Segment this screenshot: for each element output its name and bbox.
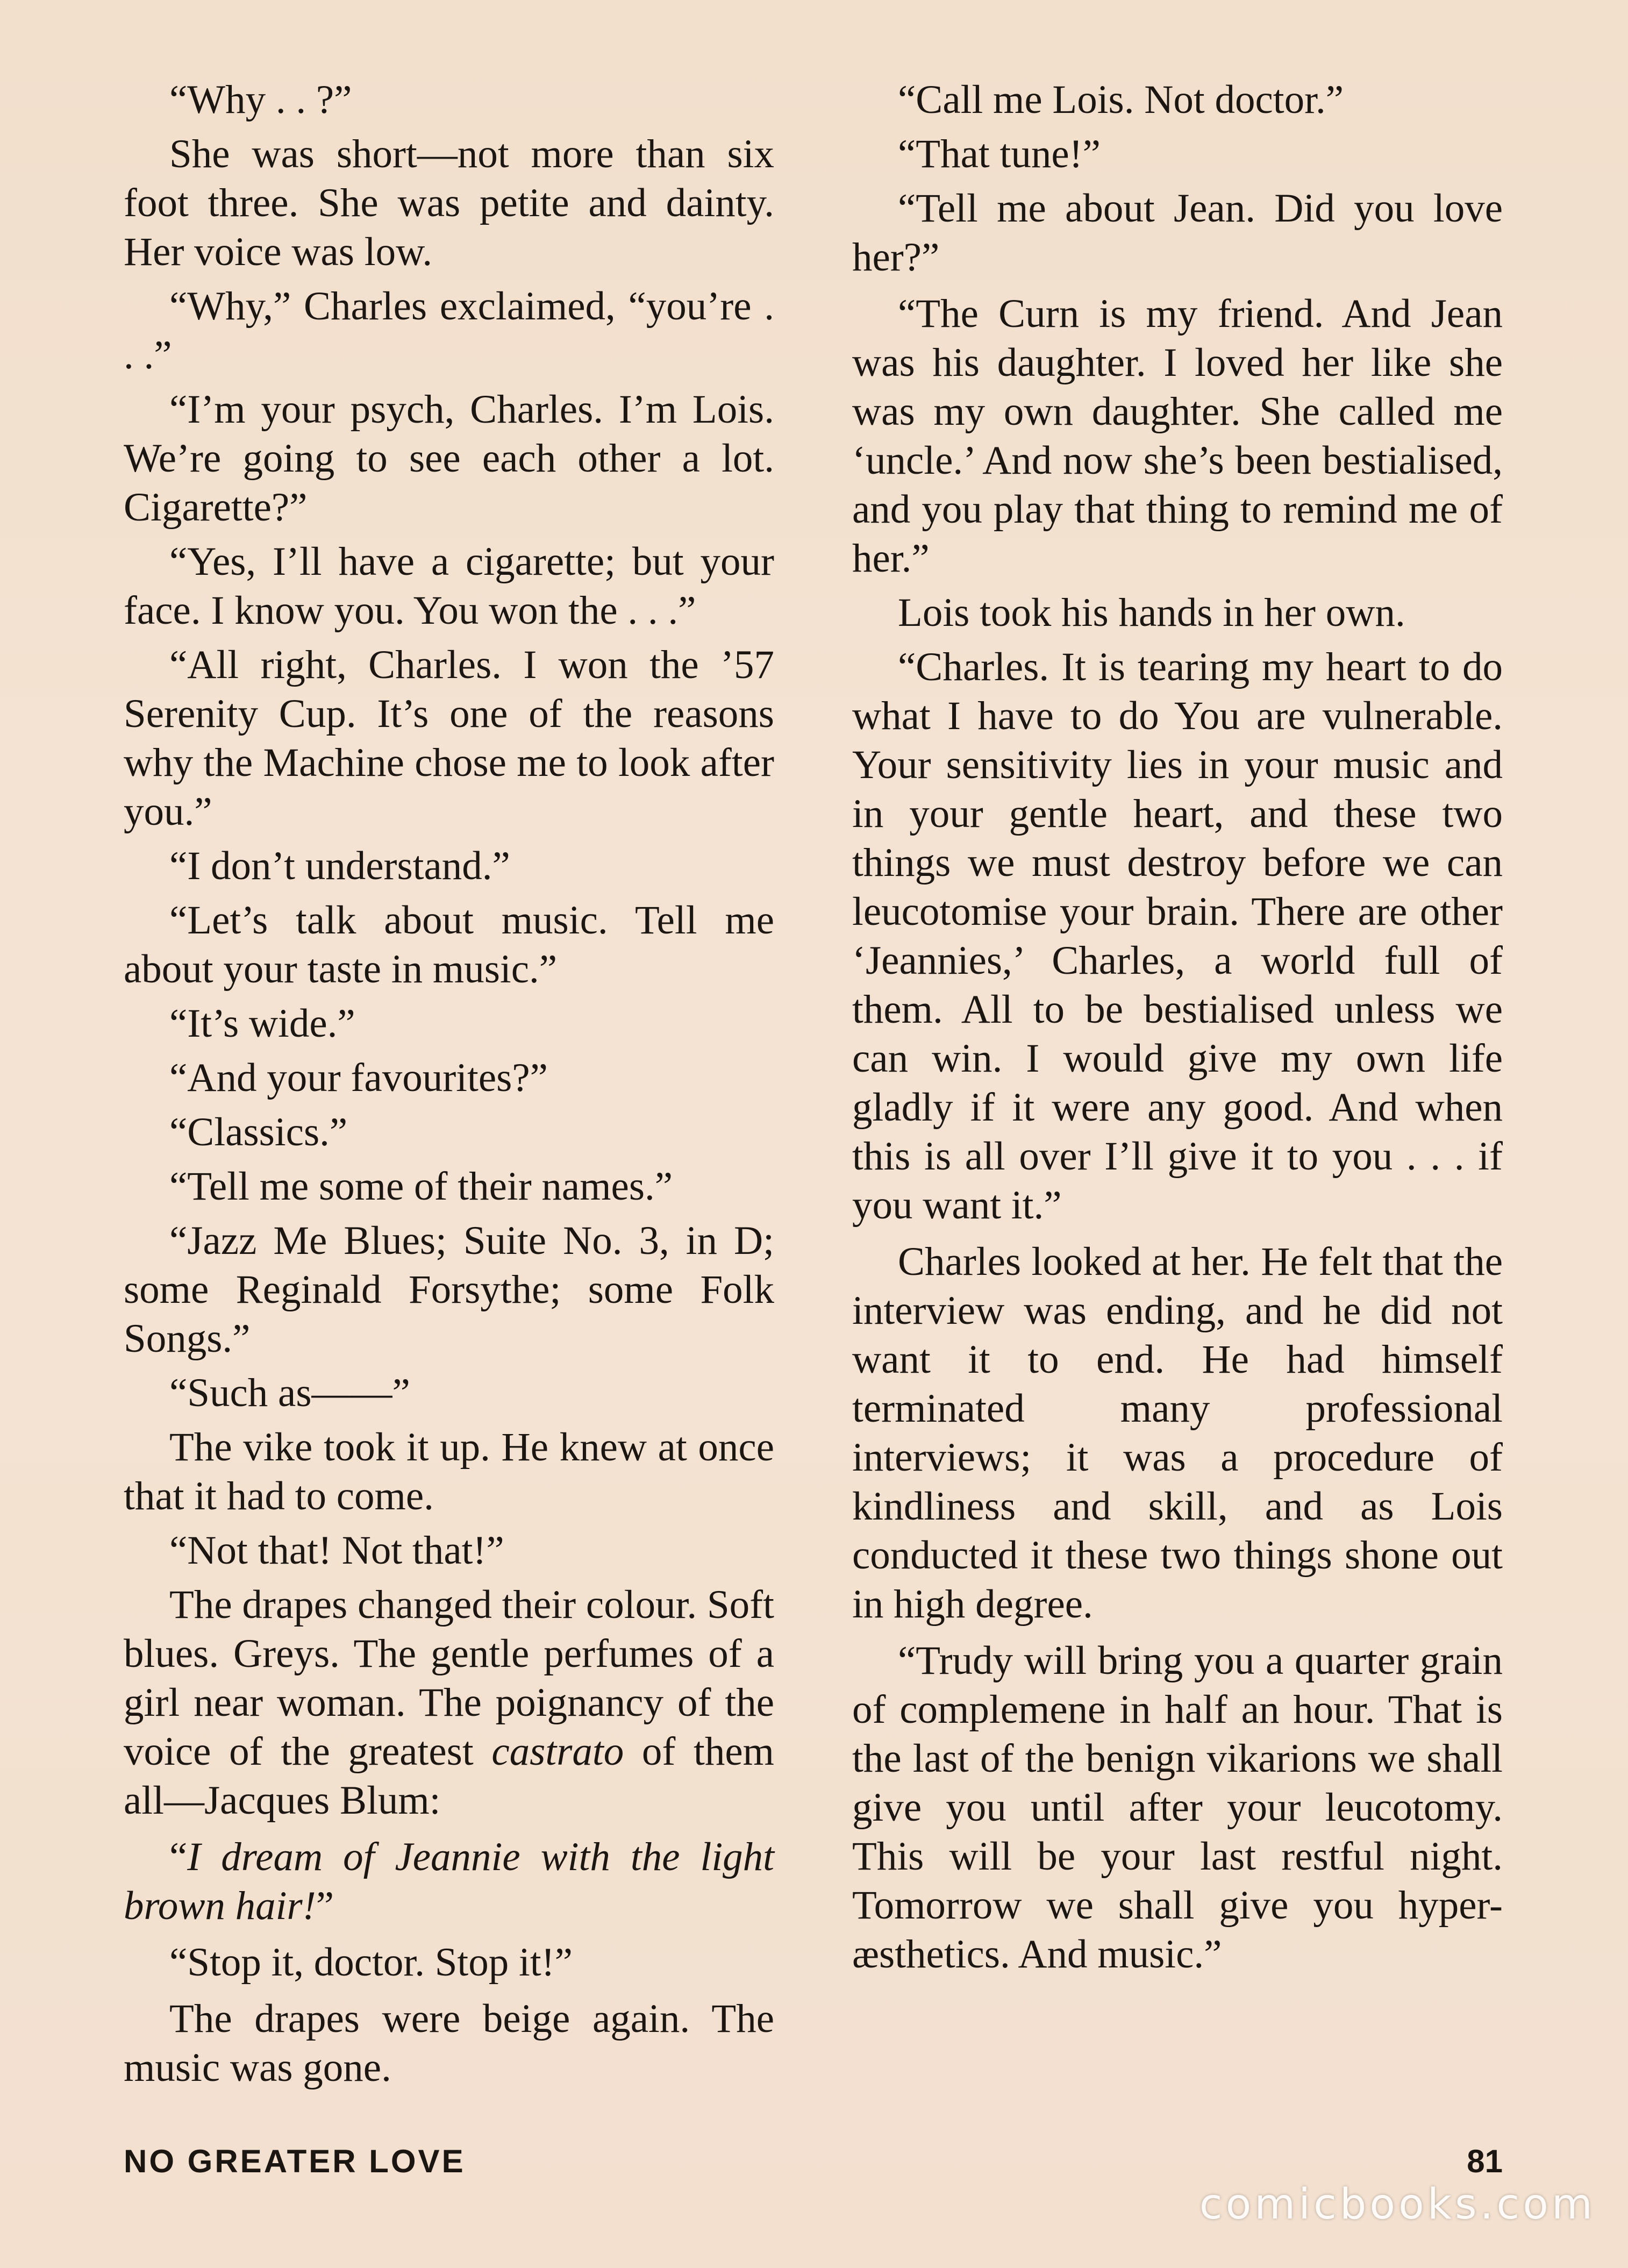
left-column (124, 75, 774, 2098)
running-title: NO GREATER LOVE (124, 2143, 466, 2179)
italic-castrato: castrato (491, 1729, 624, 1774)
page-footer (124, 2143, 1503, 2186)
paragraph: “Stop it, doctor. Stop it!” (169, 1940, 573, 1985)
paragraph-song (124, 1832, 774, 1930)
paragraph-drapes (124, 1580, 774, 1825)
paragraph: “Call me Lois. Not doctor.” (898, 77, 1344, 122)
paragraph: “Tell me about Jean. Did you love her?” (852, 186, 1503, 280)
page-number: 81 (1467, 2143, 1503, 2179)
paragraph: “That tune!” (898, 132, 1101, 176)
text-run: of them all—Jacques Blum: (124, 1729, 774, 1823)
open-quote: “ (169, 1835, 188, 1879)
close-quote: ” (316, 1884, 334, 1928)
paragraph: “Classics.” (169, 1110, 348, 1154)
paragraph: “It’s wide.” (169, 1001, 355, 1046)
paragraph: “Yes, I’ll have a cigarette; but your face. I know you. You won the . . .” (124, 539, 774, 633)
paragraph: “All right, Charles. I won the ’57 Serenity Cup. It’s one of the reasons why the Machine chose me to look after you.” (124, 643, 774, 834)
paragraph: “Not that! Not that!” (169, 1528, 504, 1573)
italic-song-line: I dream of Jeannie with the light brown hair! (124, 1835, 774, 1928)
paragraph: “I don’t understand.” (169, 844, 510, 888)
paragraph: The drapes were beige again. The music was gone. (124, 1996, 774, 2090)
paragraph: She was short—not more than six foot three. She was petite and dainty. Her voice was low. (124, 132, 774, 274)
watermark: comicbooks.com (1199, 2180, 1596, 2229)
paragraph: Lois took his hands in her own. (898, 590, 1405, 635)
right-column (852, 75, 1503, 1984)
paragraph: “Such as——” (169, 1371, 410, 1415)
paragraph: “I’m your psych, Charles. I’m Lois. We’re going to see each other a lot. Cigarette?” (124, 387, 774, 530)
paragraph: “Trudy will bring you a quarter grain of complemene in half an hour. That is the last of the benign vikarions we shall give you until after your leucotomy. This will be your last restful night. Tomorrow we shall give you hyper-æsthetics. And music.” (852, 1638, 1503, 1977)
paragraph: “And your favourites?” (169, 1055, 548, 1100)
text-run: The drapes changed their colour. Soft blues. Greys. The gentle perfumes of a girl near woman. The poignancy of the voice of the greatest (124, 1582, 774, 1774)
paragraph: “Why . . ?” (169, 77, 352, 122)
paragraph: “Charles. It is tearing my heart to do what I have to do You are vulnerable. Your sensitivity lies in your music and in your gentle heart, and these two things we must destroy before we can leucotomise your brain. There are other ‘Jeannies,’ Charles, a world full of them. All to be bestialised unless we can win. I would give my own life gladly if it were any good. And when this is all over I’ll give it to you . . . if you want it.” (852, 645, 1503, 1228)
paragraph: “Jazz Me Blues; Suite No. 3, in D; some Reginald Forsythe; some Folk Songs.” (124, 1218, 774, 1361)
paragraph: “The Curn is my friend. And Jean was his daughter. I loved her like she was my own daughter. She called me ‘uncle.’ And now she’s been bestialised, and you play that thing to remind me of her.” (852, 291, 1503, 581)
paragraph: Charles looked at her. He felt that the interview was ending, and he did not want it to end. He had himself terminated many professional interviews; it was a procedure of kindliness and skill, and as Lois conducted it these two things shone out in high degree. (852, 1239, 1503, 1627)
paragraph: The vike took it up. He knew at once that it had to come. (124, 1425, 774, 1518)
paragraph: “Let’s talk about music. Tell me about your taste in music.” (124, 898, 774, 992)
paragraph: “Why,” Charles exclaimed, “you’re . . .” (124, 284, 774, 377)
paragraph: “Tell me some of their names.” (169, 1164, 673, 1209)
